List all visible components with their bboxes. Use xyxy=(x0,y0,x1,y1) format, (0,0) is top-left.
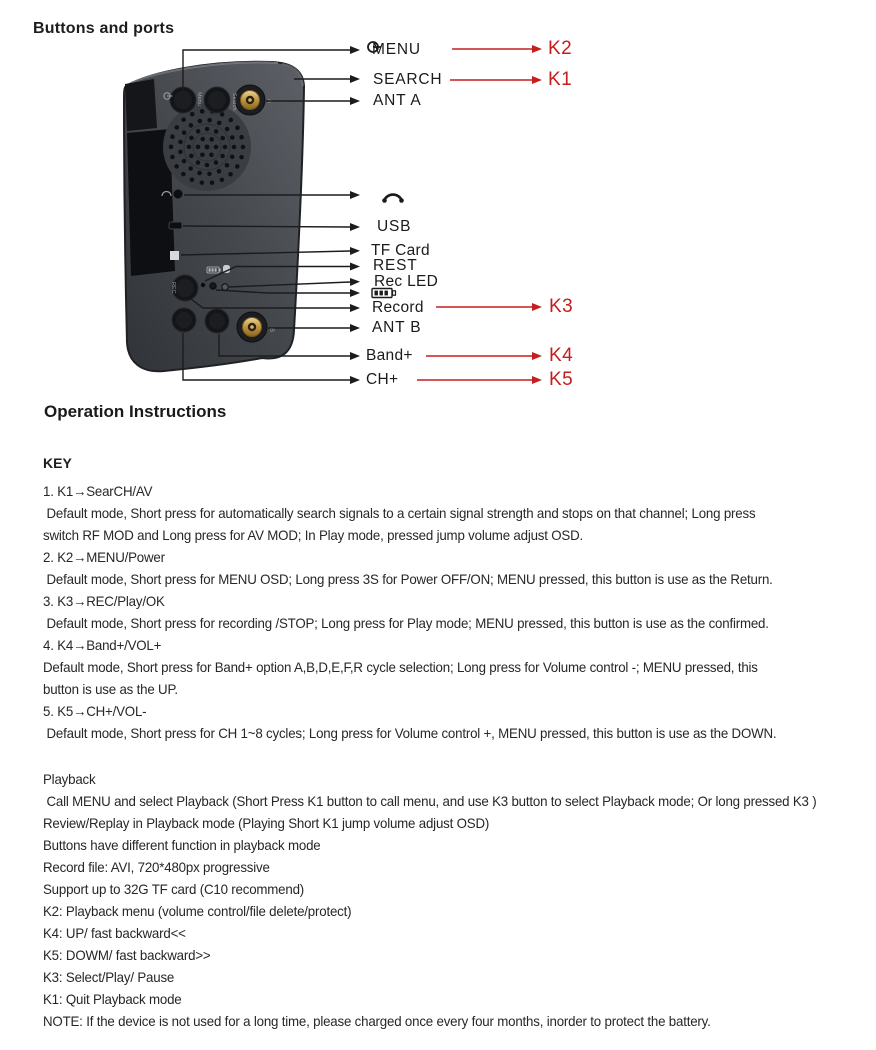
band-label: Band+ xyxy=(366,347,413,364)
key-line: button is use as the UP. xyxy=(43,681,178,697)
band-callout xyxy=(366,345,413,367)
search-print-label: Search xyxy=(231,93,237,111)
key-k1: K1 xyxy=(548,69,573,90)
key-k4: K4 xyxy=(549,345,574,366)
key-k5: K5 xyxy=(549,369,574,390)
ant-a-print-label: A xyxy=(266,99,272,104)
key-k3: K3 xyxy=(549,296,574,317)
key-line: Default mode, Short press for CH 1~8 cycles; Long press for Volume control +, MENU pressed, this button is use as the DOWN. xyxy=(43,725,777,741)
rec-led-label: Rec LED xyxy=(374,273,439,290)
power-led xyxy=(222,284,228,290)
playback-line: K3: Select/Play/ Pause xyxy=(43,969,175,985)
key-line: 2. K2→MENU/Power xyxy=(43,549,165,565)
key-line: 5. K5→CH+/VOL- xyxy=(43,703,147,719)
playback-line: Playback xyxy=(43,771,96,787)
device-photo xyxy=(124,62,304,371)
menu-label: MENU xyxy=(372,41,421,58)
band-button xyxy=(205,309,229,333)
playback-line: NOTE: If the device is not used for a long time, please charged once every four months, inorder to protect the battery. xyxy=(43,1013,711,1029)
usb-port xyxy=(169,222,182,229)
record-label: Record xyxy=(372,299,424,316)
search-button xyxy=(204,87,230,113)
playback-line: K1: Quit Playback mode xyxy=(43,991,182,1007)
ch-callout xyxy=(366,369,398,391)
instructions-text xyxy=(43,452,863,1032)
key-line: Default mode, Short press for Band+ option A,B,D,E,F,R cycle selection; Long press for Volume control -; MENU pressed, this xyxy=(43,659,758,675)
rec-print-label: REC xyxy=(170,282,176,294)
playback-line: Support up to 32G TF card (C10 recommend) xyxy=(43,881,305,897)
ch-button xyxy=(172,308,196,332)
key-line: Default mode, Short press for MENU OSD; Long press 3S for Power OFF/ON; MENU pressed, this button is use as the Return. xyxy=(43,571,773,587)
reset-hole xyxy=(201,283,205,287)
playback-line: K2: Playback menu (volume control/file delete/protect) xyxy=(43,903,352,919)
playback-line: Buttons have different function in playback mode xyxy=(43,837,321,853)
ant-a-label: ANT A xyxy=(373,92,422,109)
usb-line xyxy=(183,226,350,227)
menu-print-label: Menu xyxy=(196,92,202,106)
key-section xyxy=(43,480,863,744)
key-line: Default mode, Short press for recording /STOP; Long press for Play mode; MENU pressed, this button is use as the confirmed. xyxy=(43,615,769,631)
record-led xyxy=(210,283,216,289)
playback-line: Record file: AVI, 720*480px progressive xyxy=(43,859,270,875)
ant-b-print-label: B xyxy=(268,328,274,333)
usb-label: USB xyxy=(377,218,412,235)
ant-a-connector xyxy=(235,85,265,115)
rest-label: REST xyxy=(373,257,418,274)
tf-card-label: TF Card xyxy=(371,242,430,259)
ant-b-connector xyxy=(237,312,267,342)
key-line: 3. K3→REC/Play/OK xyxy=(43,593,165,609)
menu-callout xyxy=(366,39,421,61)
search-callout xyxy=(373,69,442,91)
ant-a-callout xyxy=(373,90,422,112)
device-illustration xyxy=(0,0,876,400)
playback-line: K5: DOWM/ fast backward>> xyxy=(43,947,211,963)
key-line: 4. K4→Band+/VOL+ xyxy=(43,637,162,653)
key-k2: K2 xyxy=(548,38,573,59)
ch-label: CH+ xyxy=(366,371,399,388)
key-callout-lines xyxy=(417,49,532,380)
playback-section xyxy=(43,768,863,1032)
key-line: 1. K1→SearCH/AV xyxy=(43,483,153,499)
speaker-grille xyxy=(163,103,251,191)
playback-line: Review/Replay in Playback mode (Playing Short K1 jump volume adjust OSD) xyxy=(43,815,490,831)
usb-callout xyxy=(377,216,411,238)
ant-b-callout xyxy=(372,317,421,339)
page-title: Buttons and ports xyxy=(33,20,175,37)
ant-b-label: ANT B xyxy=(372,319,422,336)
key-section-heading: KEY xyxy=(43,455,72,471)
search-label: SEARCH xyxy=(373,71,443,88)
screen-bezel-top xyxy=(125,79,157,131)
tf-card-slot xyxy=(170,251,179,260)
playback-line: K4: UP/ fast backward<< xyxy=(43,925,186,941)
key-line: Default mode, Short press for automatically search signals to a certain signal strength and stops on that channel; Long press xyxy=(43,505,756,521)
key-line: switch RF MOD and Long press for AV MOD; In Play mode, pressed jump volume adjust OSD. xyxy=(43,527,584,543)
buttons-ports-diagram xyxy=(0,0,876,400)
operation-instructions-heading: Operation Instructions xyxy=(44,402,227,421)
playback-line: Call MENU and select Playback (Short Press K1 button to call menu, and use K3 button to select Playback mode; Or long pressed K3 ) xyxy=(43,793,817,809)
record-callout xyxy=(372,297,424,319)
